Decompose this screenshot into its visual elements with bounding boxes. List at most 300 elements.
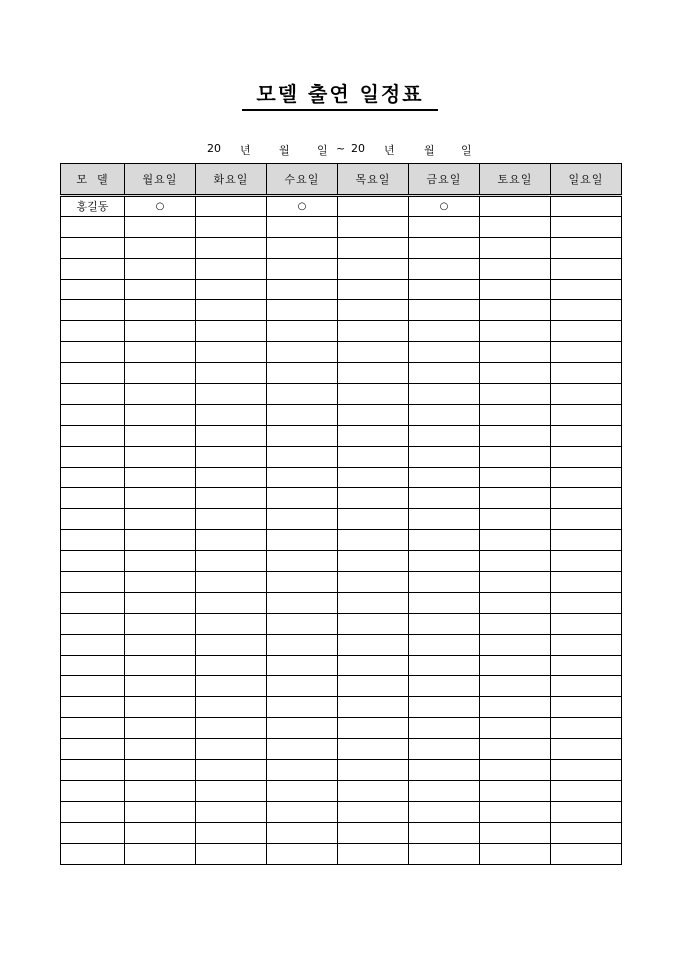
schedule-cell[interactable] — [338, 300, 409, 321]
schedule-cell[interactable] — [196, 509, 267, 530]
table-row — [61, 780, 622, 801]
schedule-cell[interactable] — [338, 363, 409, 384]
schedule-cell[interactable] — [409, 237, 480, 258]
schedule-cell[interactable] — [267, 592, 338, 613]
model-name-cell[interactable] — [61, 760, 125, 781]
schedule-cell[interactable] — [338, 404, 409, 425]
model-name-cell[interactable] — [61, 384, 125, 405]
schedule-cell[interactable] — [338, 551, 409, 572]
schedule-cell[interactable] — [125, 697, 196, 718]
schedule-cell[interactable] — [125, 321, 196, 342]
schedule-cell[interactable] — [196, 634, 267, 655]
schedule-cell[interactable] — [267, 404, 338, 425]
schedule-cell[interactable] — [338, 655, 409, 676]
schedule-cell[interactable] — [409, 300, 480, 321]
schedule-cell[interactable] — [338, 843, 409, 864]
schedule-cell[interactable] — [196, 592, 267, 613]
schedule-cell[interactable] — [196, 822, 267, 843]
schedule-cell[interactable] — [196, 739, 267, 760]
schedule-cell[interactable] — [480, 739, 551, 760]
schedule-cell[interactable] — [125, 676, 196, 697]
table-row — [61, 676, 622, 697]
schedule-cell[interactable] — [480, 446, 551, 467]
schedule-cell[interactable] — [196, 467, 267, 488]
schedule-cell[interactable] — [409, 634, 480, 655]
schedule-cell[interactable] — [480, 592, 551, 613]
schedule-cell[interactable] — [196, 843, 267, 864]
schedule-cell[interactable] — [480, 676, 551, 697]
schedule-cell[interactable] — [409, 843, 480, 864]
model-name-cell[interactable] — [61, 822, 125, 843]
schedule-cell[interactable] — [551, 822, 622, 843]
schedule-cell[interactable] — [267, 613, 338, 634]
schedule-cell[interactable] — [267, 342, 338, 363]
model-name-cell[interactable]: 홍길동 — [61, 196, 125, 217]
schedule-cell[interactable] — [338, 676, 409, 697]
table-row — [61, 196, 622, 217]
schedule-cell[interactable] — [551, 718, 622, 739]
header-sunday: 일요일 — [551, 164, 622, 196]
header-thursday: 목요일 — [338, 164, 409, 196]
schedule-cell[interactable] — [409, 279, 480, 300]
schedule-cell[interactable] — [196, 279, 267, 300]
header-saturday: 토요일 — [480, 164, 551, 196]
model-name-cell[interactable] — [61, 279, 125, 300]
start-day-label: 일 — [317, 144, 328, 157]
schedule-cell[interactable] — [196, 488, 267, 509]
schedule-cell[interactable] — [409, 676, 480, 697]
model-name-cell[interactable] — [61, 258, 125, 279]
table-row — [61, 384, 622, 405]
table-row — [61, 237, 622, 258]
schedule-cell[interactable] — [409, 780, 480, 801]
schedule-cell[interactable] — [338, 321, 409, 342]
schedule-cell[interactable] — [196, 258, 267, 279]
schedule-cell[interactable] — [125, 404, 196, 425]
schedule-cell[interactable]: ○ — [125, 196, 196, 217]
schedule-cell[interactable] — [551, 216, 622, 237]
schedule-cell[interactable] — [338, 530, 409, 551]
start-year-prefix: 20 — [207, 142, 221, 155]
schedule-cell[interactable] — [480, 363, 551, 384]
schedule-cell[interactable] — [267, 258, 338, 279]
model-name-cell[interactable] — [61, 404, 125, 425]
table-row — [61, 467, 622, 488]
schedule-cell[interactable] — [409, 592, 480, 613]
table-row — [61, 822, 622, 843]
schedule-cell[interactable] — [196, 530, 267, 551]
schedule-cell[interactable] — [551, 634, 622, 655]
schedule-cell[interactable] — [125, 237, 196, 258]
schedule-cell[interactable] — [480, 655, 551, 676]
table-row — [61, 739, 622, 760]
schedule-cell[interactable] — [409, 697, 480, 718]
schedule-cell[interactable] — [267, 425, 338, 446]
model-name-cell[interactable] — [61, 739, 125, 760]
schedule-cell[interactable] — [480, 404, 551, 425]
schedule-cell[interactable] — [267, 697, 338, 718]
schedule-cell[interactable] — [480, 551, 551, 572]
schedule-cell[interactable] — [196, 196, 267, 217]
schedule-cell[interactable] — [196, 237, 267, 258]
schedule-cell[interactable] — [551, 760, 622, 781]
schedule-cell[interactable] — [196, 551, 267, 572]
schedule-cell[interactable] — [267, 363, 338, 384]
schedule-cell[interactable] — [480, 634, 551, 655]
schedule-cell[interactable] — [125, 216, 196, 237]
schedule-cell[interactable] — [551, 467, 622, 488]
schedule-cell[interactable] — [196, 363, 267, 384]
page-title-text: 모델 출연 일정표 — [242, 78, 437, 111]
schedule-cell[interactable] — [480, 822, 551, 843]
schedule-cell[interactable] — [551, 258, 622, 279]
schedule-cell[interactable] — [551, 780, 622, 801]
schedule-cell[interactable] — [551, 279, 622, 300]
schedule-cell[interactable] — [125, 634, 196, 655]
schedule-cell[interactable] — [196, 718, 267, 739]
schedule-cell[interactable] — [409, 321, 480, 342]
model-name-cell[interactable] — [61, 843, 125, 864]
schedule-cell[interactable] — [267, 237, 338, 258]
schedule-cell[interactable] — [338, 634, 409, 655]
table-row — [61, 216, 622, 237]
schedule-cell[interactable] — [409, 384, 480, 405]
schedule-cell[interactable] — [125, 739, 196, 760]
schedule-cell[interactable] — [125, 446, 196, 467]
schedule-cell[interactable] — [551, 697, 622, 718]
schedule-cell[interactable] — [267, 760, 338, 781]
schedule-cell[interactable] — [267, 634, 338, 655]
schedule-cell[interactable] — [480, 843, 551, 864]
schedule-cell[interactable] — [409, 551, 480, 572]
schedule-cell[interactable] — [480, 780, 551, 801]
schedule-cell[interactable] — [480, 342, 551, 363]
schedule-cell[interactable] — [551, 342, 622, 363]
model-name-cell[interactable] — [61, 216, 125, 237]
table-row — [61, 258, 622, 279]
schedule-cell[interactable] — [125, 425, 196, 446]
model-name-cell[interactable] — [61, 446, 125, 467]
schedule-cell[interactable] — [338, 613, 409, 634]
table-row — [61, 613, 622, 634]
schedule-cell[interactable] — [409, 488, 480, 509]
schedule-cell[interactable] — [125, 509, 196, 530]
schedule-cell[interactable] — [409, 258, 480, 279]
model-name-cell[interactable] — [61, 697, 125, 718]
period-separator: ~ — [336, 142, 346, 155]
schedule-cell[interactable] — [480, 321, 551, 342]
model-name-cell[interactable] — [61, 572, 125, 593]
model-name-cell[interactable] — [61, 488, 125, 509]
schedule-cell[interactable] — [551, 572, 622, 593]
schedule-cell[interactable] — [267, 530, 338, 551]
table-row — [61, 300, 622, 321]
schedule-cell[interactable] — [338, 258, 409, 279]
schedule-cell[interactable] — [338, 697, 409, 718]
schedule-cell[interactable] — [480, 467, 551, 488]
schedule-cell[interactable] — [551, 384, 622, 405]
schedule-period — [0, 142, 680, 158]
schedule-cell[interactable] — [409, 801, 480, 822]
schedule-cell[interactable] — [125, 760, 196, 781]
schedule-cell[interactable] — [338, 196, 409, 217]
table-row — [61, 801, 622, 822]
start-year-label: 년 — [240, 144, 251, 157]
schedule-cell[interactable] — [338, 216, 409, 237]
schedule-cell[interactable] — [551, 676, 622, 697]
model-name-cell[interactable] — [61, 509, 125, 530]
model-name-cell[interactable] — [61, 321, 125, 342]
schedule-cell[interactable] — [409, 467, 480, 488]
schedule-cell[interactable] — [551, 488, 622, 509]
table-row — [61, 697, 622, 718]
schedule-cell[interactable] — [551, 551, 622, 572]
schedule-cell[interactable] — [409, 655, 480, 676]
schedule-cell[interactable] — [125, 384, 196, 405]
schedule-cell[interactable] — [125, 801, 196, 822]
schedule-cell[interactable] — [338, 780, 409, 801]
schedule-cell[interactable] — [480, 613, 551, 634]
table-body — [61, 196, 622, 865]
schedule-cell[interactable] — [480, 530, 551, 551]
schedule-cell[interactable] — [196, 300, 267, 321]
schedule-cell[interactable] — [551, 425, 622, 446]
schedule-cell[interactable] — [409, 446, 480, 467]
schedule-cell[interactable] — [551, 801, 622, 822]
schedule-cell[interactable] — [551, 843, 622, 864]
model-name-cell[interactable] — [61, 425, 125, 446]
schedule-cell[interactable] — [551, 509, 622, 530]
schedule-cell[interactable] — [267, 509, 338, 530]
schedule-cell[interactable] — [409, 613, 480, 634]
schedule-cell[interactable] — [196, 321, 267, 342]
schedule-cell[interactable] — [338, 446, 409, 467]
schedule-cell[interactable] — [551, 321, 622, 342]
schedule-cell[interactable] — [125, 300, 196, 321]
schedule-cell[interactable] — [480, 279, 551, 300]
table-row — [61, 572, 622, 593]
schedule-cell[interactable] — [125, 613, 196, 634]
schedule-cell[interactable] — [551, 739, 622, 760]
table-row — [61, 530, 622, 551]
end-year-label: 년 — [384, 144, 395, 157]
schedule-cell[interactable] — [409, 718, 480, 739]
schedule-cell[interactable] — [267, 467, 338, 488]
schedule-cell[interactable] — [480, 425, 551, 446]
schedule-cell[interactable] — [480, 216, 551, 237]
model-name-cell[interactable] — [61, 676, 125, 697]
schedule-cell[interactable] — [196, 216, 267, 237]
table-row — [61, 551, 622, 572]
schedule-cell[interactable] — [125, 718, 196, 739]
schedule-cell[interactable] — [551, 613, 622, 634]
model-name-cell[interactable] — [61, 592, 125, 613]
table-row — [61, 509, 622, 530]
schedule-cell[interactable] — [125, 530, 196, 551]
schedule-cell[interactable] — [267, 551, 338, 572]
schedule-cell[interactable] — [551, 655, 622, 676]
schedule-cell[interactable] — [267, 300, 338, 321]
schedule-cell[interactable] — [196, 384, 267, 405]
schedule-cell[interactable] — [196, 572, 267, 593]
schedule-cell[interactable] — [409, 363, 480, 384]
model-name-cell[interactable] — [61, 801, 125, 822]
schedule-cell[interactable] — [338, 467, 409, 488]
schedule-cell[interactable] — [125, 572, 196, 593]
schedule-cell[interactable] — [338, 237, 409, 258]
schedule-cell[interactable] — [196, 446, 267, 467]
schedule-cell[interactable] — [480, 488, 551, 509]
schedule-cell[interactable] — [196, 425, 267, 446]
schedule-cell[interactable] — [551, 446, 622, 467]
model-name-cell[interactable] — [61, 634, 125, 655]
schedule-cell[interactable] — [480, 697, 551, 718]
schedule-cell[interactable] — [125, 655, 196, 676]
schedule-cell[interactable] — [338, 760, 409, 781]
end-month-label: 월 — [424, 144, 435, 157]
schedule-cell[interactable] — [267, 321, 338, 342]
schedule-cell[interactable] — [125, 279, 196, 300]
schedule-cell[interactable] — [267, 676, 338, 697]
model-name-cell[interactable] — [61, 718, 125, 739]
model-name-cell[interactable] — [61, 237, 125, 258]
model-name-cell[interactable] — [61, 613, 125, 634]
schedule-cell[interactable] — [196, 613, 267, 634]
schedule-cell[interactable] — [125, 342, 196, 363]
schedule-cell[interactable] — [338, 718, 409, 739]
schedule-cell[interactable] — [125, 780, 196, 801]
schedule-cell[interactable] — [480, 572, 551, 593]
schedule-cell[interactable] — [338, 279, 409, 300]
schedule-cell[interactable] — [267, 446, 338, 467]
schedule-cell[interactable] — [480, 384, 551, 405]
schedule-cell[interactable] — [409, 760, 480, 781]
schedule-cell[interactable] — [267, 279, 338, 300]
table-row — [61, 718, 622, 739]
schedule-table — [60, 163, 622, 865]
schedule-cell[interactable] — [196, 342, 267, 363]
table-header — [61, 164, 622, 196]
schedule-cell[interactable] — [480, 801, 551, 822]
schedule-cell[interactable] — [338, 384, 409, 405]
schedule-cell[interactable] — [196, 404, 267, 425]
schedule-cell[interactable] — [125, 258, 196, 279]
schedule-cell[interactable] — [409, 342, 480, 363]
schedule-cell[interactable] — [480, 237, 551, 258]
model-name-cell[interactable] — [61, 780, 125, 801]
schedule-cell[interactable] — [338, 425, 409, 446]
header-wednesday: 수요일 — [267, 164, 338, 196]
schedule-cell[interactable]: ○ — [409, 196, 480, 217]
table-row — [61, 592, 622, 613]
schedule-cell[interactable] — [480, 196, 551, 217]
page-title — [0, 78, 680, 111]
schedule-cell[interactable] — [551, 404, 622, 425]
header-row — [61, 164, 622, 196]
schedule-cell[interactable] — [338, 572, 409, 593]
table-row — [61, 279, 622, 300]
schedule-cell[interactable] — [551, 300, 622, 321]
schedule-cell[interactable] — [267, 822, 338, 843]
schedule-cell[interactable] — [125, 843, 196, 864]
schedule-cell[interactable] — [480, 258, 551, 279]
schedule-cell[interactable] — [267, 216, 338, 237]
schedule-cell[interactable] — [196, 780, 267, 801]
schedule-cell[interactable] — [480, 300, 551, 321]
schedule-cell[interactable] — [409, 404, 480, 425]
schedule-cell[interactable] — [125, 467, 196, 488]
schedule-cell[interactable] — [267, 780, 338, 801]
schedule-cell[interactable] — [338, 801, 409, 822]
schedule-cell[interactable] — [480, 718, 551, 739]
schedule-cell[interactable] — [267, 572, 338, 593]
schedule-cell[interactable] — [338, 822, 409, 843]
schedule-cell[interactable] — [551, 237, 622, 258]
schedule-cell[interactable] — [551, 592, 622, 613]
schedule-cell[interactable] — [196, 801, 267, 822]
schedule-cell[interactable] — [480, 509, 551, 530]
schedule-cell[interactable] — [267, 739, 338, 760]
schedule-cell[interactable] — [267, 843, 338, 864]
schedule-cell[interactable] — [267, 384, 338, 405]
schedule-cell[interactable] — [409, 216, 480, 237]
model-name-cell[interactable] — [61, 300, 125, 321]
model-name-cell[interactable] — [61, 530, 125, 551]
schedule-cell[interactable] — [338, 488, 409, 509]
schedule-cell[interactable] — [125, 551, 196, 572]
schedule-cell[interactable] — [125, 488, 196, 509]
start-month-label: 월 — [279, 144, 290, 157]
schedule-cell[interactable] — [125, 592, 196, 613]
schedule-cell[interactable] — [409, 425, 480, 446]
table-row — [61, 404, 622, 425]
schedule-cell[interactable] — [409, 572, 480, 593]
header-tuesday: 화요일 — [196, 164, 267, 196]
schedule-cell[interactable] — [338, 592, 409, 613]
schedule-cell[interactable] — [551, 530, 622, 551]
schedule-cell[interactable] — [267, 718, 338, 739]
model-name-cell[interactable] — [61, 342, 125, 363]
model-name-cell[interactable] — [61, 551, 125, 572]
schedule-cell[interactable] — [267, 801, 338, 822]
schedule-cell[interactable] — [338, 342, 409, 363]
schedule-cell[interactable] — [125, 822, 196, 843]
schedule-cell[interactable] — [267, 488, 338, 509]
schedule-cell[interactable] — [196, 676, 267, 697]
schedule-cell[interactable] — [551, 363, 622, 384]
model-name-cell[interactable] — [61, 363, 125, 384]
schedule-cell[interactable] — [338, 739, 409, 760]
schedule-cell[interactable] — [196, 760, 267, 781]
schedule-cell[interactable] — [409, 739, 480, 760]
schedule-cell[interactable] — [409, 509, 480, 530]
table-row — [61, 760, 622, 781]
schedule-cell[interactable] — [551, 196, 622, 217]
schedule-cell[interactable]: ○ — [267, 196, 338, 217]
schedule-cell[interactable] — [267, 655, 338, 676]
model-name-cell[interactable] — [61, 467, 125, 488]
schedule-cell[interactable] — [480, 760, 551, 781]
schedule-cell[interactable] — [196, 697, 267, 718]
model-name-cell[interactable] — [61, 655, 125, 676]
schedule-cell[interactable] — [338, 509, 409, 530]
schedule-cell[interactable] — [125, 363, 196, 384]
schedule-cell[interactable] — [409, 530, 480, 551]
table-row — [61, 321, 622, 342]
schedule-cell[interactable] — [409, 822, 480, 843]
schedule-cell[interactable] — [196, 655, 267, 676]
header-friday: 금요일 — [409, 164, 480, 196]
